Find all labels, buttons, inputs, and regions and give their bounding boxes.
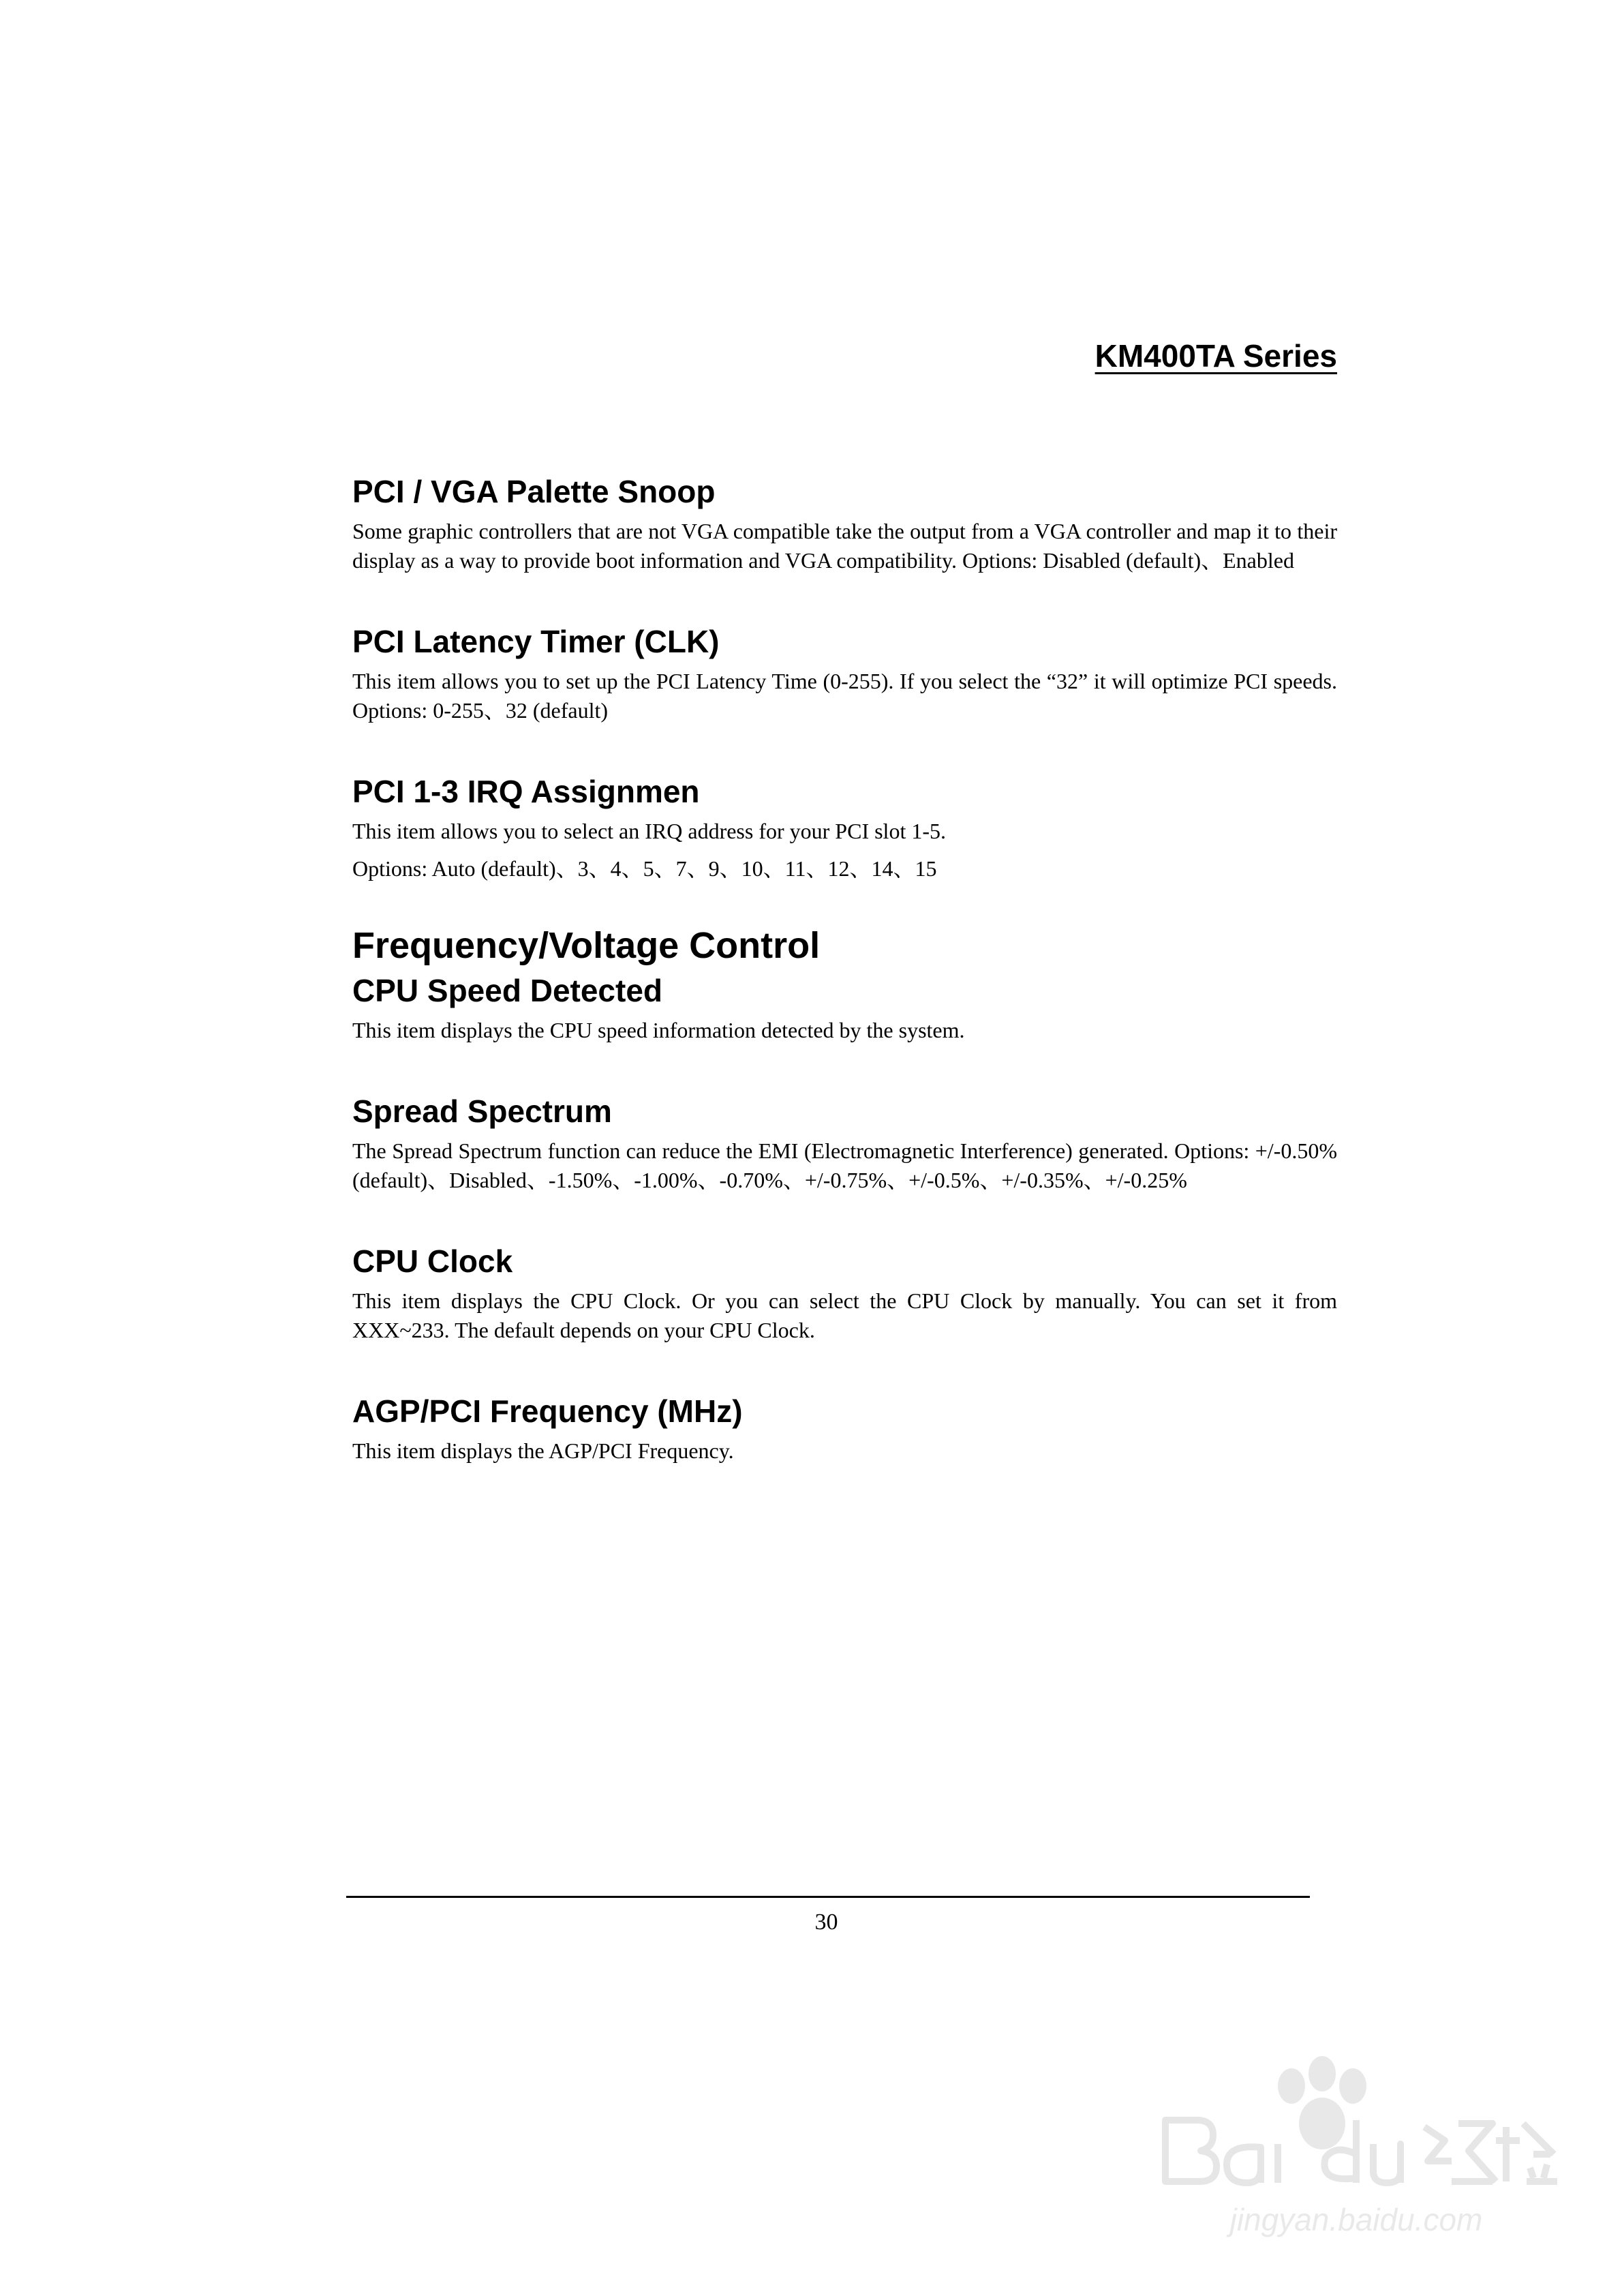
page-number: 30 bbox=[814, 1909, 838, 1935]
section-paragraph: Some graphic controllers that are not VGA compatible take the output from a VGA controller and map it to their display as a way to provide boot information and VGA compatibility. Options: Disabled (default)、Enabled bbox=[352, 519, 1337, 573]
section-paragraph: The Spread Spectrum function can reduce the EMI (Electromagnetic Interference) generated. Options: +/-0.50% (default)、Disabled、-1.50%、-1.00%、-0.70%、+/-0.75%、+/-0.5%、+/-0.35%、+/-0.25% bbox=[352, 1138, 1337, 1192]
section-heading: AGP/PCI Frequency (MHz) bbox=[352, 1393, 743, 1429]
section-paragraph: This item displays the CPU Clock. Or you can select the CPU Clock by manually. You can set it from XXX~233. The default depends on your CPU Clock. bbox=[352, 1288, 1337, 1342]
section-pci-irq-assignment bbox=[352, 770, 1337, 883]
section-paragraph: This item displays the AGP/PCI Frequency. bbox=[352, 1438, 734, 1463]
header-series-title: KM400TA Series bbox=[1095, 338, 1337, 374]
section-spread-spectrum bbox=[352, 1090, 1337, 1195]
section-cpu-speed-detected bbox=[352, 969, 1337, 1045]
chapter-frequency-voltage-control bbox=[352, 922, 1337, 1466]
section-paragraph: This item allows you to select an IRQ address for your PCI slot 1-5. bbox=[352, 819, 946, 843]
section-pci-vga-palette-snoop bbox=[352, 470, 1337, 575]
section-pci-latency-timer bbox=[352, 620, 1337, 725]
watermark-url: jingyan.baidu.com bbox=[1229, 2202, 1483, 2237]
page-content bbox=[352, 470, 1337, 1466]
section-paragraph: This item allows you to set up the PCI Latency Time (0-255). If you select the “32” it will optimize PCI speeds. Options: 0-255、32 (default) bbox=[352, 669, 1337, 723]
baidu-jingyan-watermark bbox=[1152, 2052, 1561, 2243]
section-heading: CPU Speed Detected bbox=[352, 973, 663, 1008]
section-heading: Spread Spectrum bbox=[352, 1093, 612, 1129]
section-heading: PCI Latency Timer (CLK) bbox=[352, 624, 720, 659]
section-heading: PCI 1-3 IRQ Assignmen bbox=[352, 774, 700, 809]
section-agp-pci-frequency bbox=[352, 1390, 1337, 1466]
section-paragraph: This item displays the CPU speed information detected by the system. bbox=[352, 1018, 965, 1042]
section-heading: PCI / VGA Palette Snoop bbox=[352, 474, 716, 509]
chapter-title: Frequency/Voltage Control bbox=[352, 925, 821, 966]
section-paragraph: Options: Auto (default)、3、4、5、7、9、10、11、12、14、15 bbox=[352, 856, 937, 881]
section-cpu-clock bbox=[352, 1240, 1337, 1345]
section-heading: CPU Clock bbox=[352, 1243, 513, 1279]
footer-rule bbox=[346, 1896, 1310, 1898]
